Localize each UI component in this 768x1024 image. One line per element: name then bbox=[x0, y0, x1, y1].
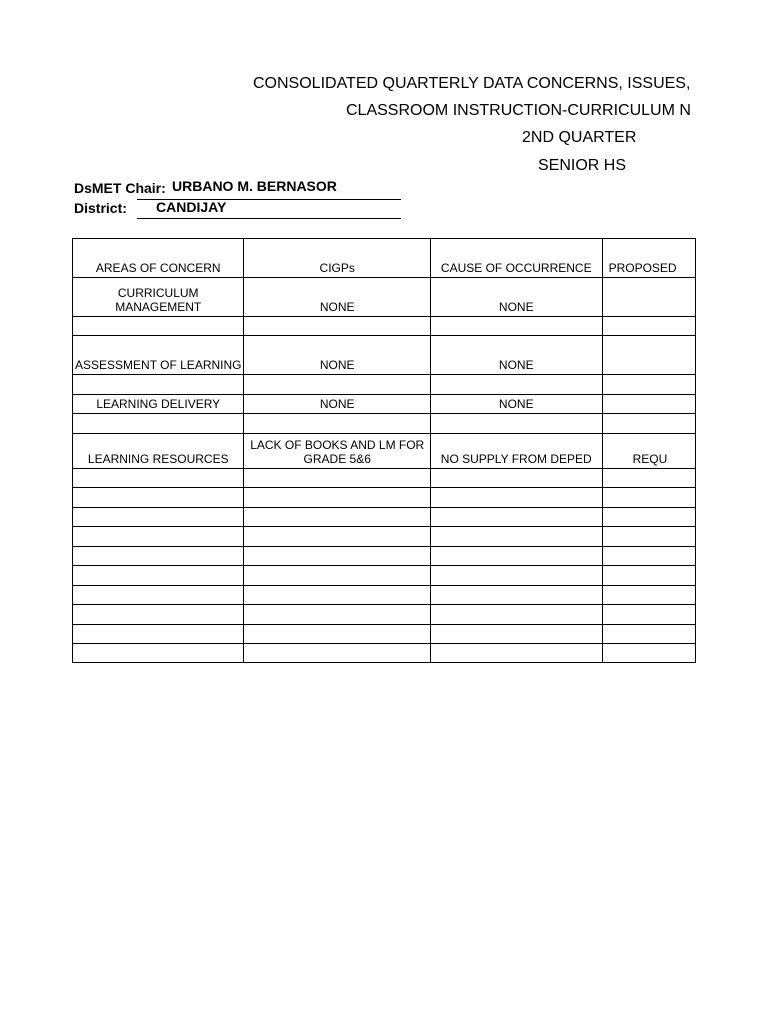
table-cell bbox=[602, 625, 695, 644]
table-cell bbox=[430, 586, 602, 605]
table-cell bbox=[73, 317, 244, 336]
header-cause-of-occurrence: CAUSE OF OCCURRENCE bbox=[430, 239, 602, 278]
table-cell bbox=[244, 527, 430, 547]
table-cell bbox=[602, 547, 695, 566]
table-cell: NONE bbox=[244, 336, 430, 375]
table-cell bbox=[602, 508, 695, 527]
table-row bbox=[73, 317, 696, 336]
table-cell bbox=[602, 527, 695, 547]
table-cell bbox=[602, 317, 695, 336]
table-cell bbox=[244, 508, 430, 527]
table-cell: CURRICULUM MANAGEMENT bbox=[73, 278, 244, 317]
document-title-line-1: CONSOLIDATED QUARTERLY DATA CONCERNS, ISSUES, bbox=[253, 75, 691, 92]
table-cell bbox=[244, 566, 430, 586]
table-row bbox=[73, 488, 696, 508]
table-row bbox=[73, 395, 696, 414]
table-cell bbox=[602, 375, 695, 395]
table-cell: ASSESSMENT OF LEARNING bbox=[73, 336, 244, 375]
table-cell bbox=[602, 395, 695, 414]
table-cell bbox=[244, 625, 430, 644]
table-cell: LEARNING DELIVERY bbox=[73, 395, 244, 414]
table-cell bbox=[244, 375, 430, 395]
table-cell: NONE bbox=[244, 278, 430, 317]
district-value: CANDIJAY bbox=[156, 199, 227, 215]
table-cell bbox=[244, 605, 430, 625]
district-label: District: bbox=[74, 200, 127, 216]
table-cell bbox=[244, 469, 430, 488]
table-cell bbox=[73, 586, 244, 605]
table-row bbox=[73, 586, 696, 605]
table-cell: NONE bbox=[430, 336, 602, 375]
table-cell: LACK OF BOOKS AND LM FOR GRADE 5&6 bbox=[244, 434, 430, 469]
table-cell bbox=[602, 586, 695, 605]
table-cell bbox=[244, 547, 430, 566]
table-cell bbox=[73, 605, 244, 625]
table-row bbox=[73, 375, 696, 395]
table-cell bbox=[602, 469, 695, 488]
table-cell bbox=[73, 469, 244, 488]
quarter-label: 2ND QUARTER bbox=[522, 129, 637, 146]
table-cell bbox=[602, 488, 695, 508]
table-row bbox=[73, 469, 696, 488]
table-cell bbox=[244, 317, 430, 336]
table-cell bbox=[73, 644, 244, 663]
table-cell bbox=[430, 508, 602, 527]
table-cell bbox=[73, 508, 244, 527]
table-cell bbox=[73, 547, 244, 566]
table-row bbox=[73, 605, 696, 625]
level-label: SENIOR HS bbox=[538, 157, 627, 174]
table-cell bbox=[73, 414, 244, 434]
table-row bbox=[73, 278, 696, 317]
chair-value: URBANO M. BERNASOR bbox=[172, 178, 337, 194]
chair-label: DsMET Chair: bbox=[74, 180, 166, 196]
table-cell bbox=[73, 566, 244, 586]
table-cell: NO SUPPLY FROM DEPED bbox=[430, 434, 602, 469]
table-cell bbox=[430, 469, 602, 488]
table-cell bbox=[602, 414, 695, 434]
header-areas-of-concern: AREAS OF CONCERN bbox=[73, 239, 244, 278]
table-cell bbox=[244, 586, 430, 605]
table-cell: LEARNING RESOURCES bbox=[73, 434, 244, 469]
table-cell bbox=[430, 375, 602, 395]
table-cell bbox=[430, 414, 602, 434]
table-row bbox=[73, 336, 696, 375]
concerns-table bbox=[72, 238, 696, 663]
table-cell bbox=[73, 527, 244, 547]
table-cell bbox=[602, 336, 695, 375]
table-row bbox=[73, 508, 696, 527]
table-row bbox=[73, 625, 696, 644]
table-cell bbox=[430, 625, 602, 644]
document-title-line-2: CLASSROOM INSTRUCTION-CURRICULUM N bbox=[346, 102, 691, 119]
table-cell: NONE bbox=[430, 278, 602, 317]
table-cell: NONE bbox=[244, 395, 430, 414]
header-proposed: PROPOSED bbox=[602, 239, 695, 278]
table-row bbox=[73, 434, 696, 469]
table-cell bbox=[430, 527, 602, 547]
table-row bbox=[73, 566, 696, 586]
table-cell bbox=[73, 488, 244, 508]
table-cell bbox=[430, 644, 602, 663]
table-cell bbox=[244, 414, 430, 434]
table-header-row bbox=[73, 239, 696, 278]
table-cell bbox=[73, 625, 244, 644]
table-cell bbox=[244, 488, 430, 508]
table-cell bbox=[430, 317, 602, 336]
district-underline bbox=[137, 218, 401, 219]
table-cell bbox=[430, 488, 602, 508]
table-cell bbox=[430, 605, 602, 625]
table-cell bbox=[430, 547, 602, 566]
header-cigps: CIGPs bbox=[244, 239, 430, 278]
table-row bbox=[73, 644, 696, 663]
table-row bbox=[73, 414, 696, 434]
table-cell bbox=[602, 605, 695, 625]
table-cell bbox=[244, 644, 430, 663]
table-row bbox=[73, 547, 696, 566]
table-cell bbox=[602, 278, 695, 317]
table-cell bbox=[430, 566, 602, 586]
table-cell bbox=[73, 375, 244, 395]
table-cell bbox=[602, 566, 695, 586]
table-cell: REQU bbox=[602, 434, 695, 469]
table-row bbox=[73, 527, 696, 547]
table-cell bbox=[602, 644, 695, 663]
table-cell: NONE bbox=[430, 395, 602, 414]
